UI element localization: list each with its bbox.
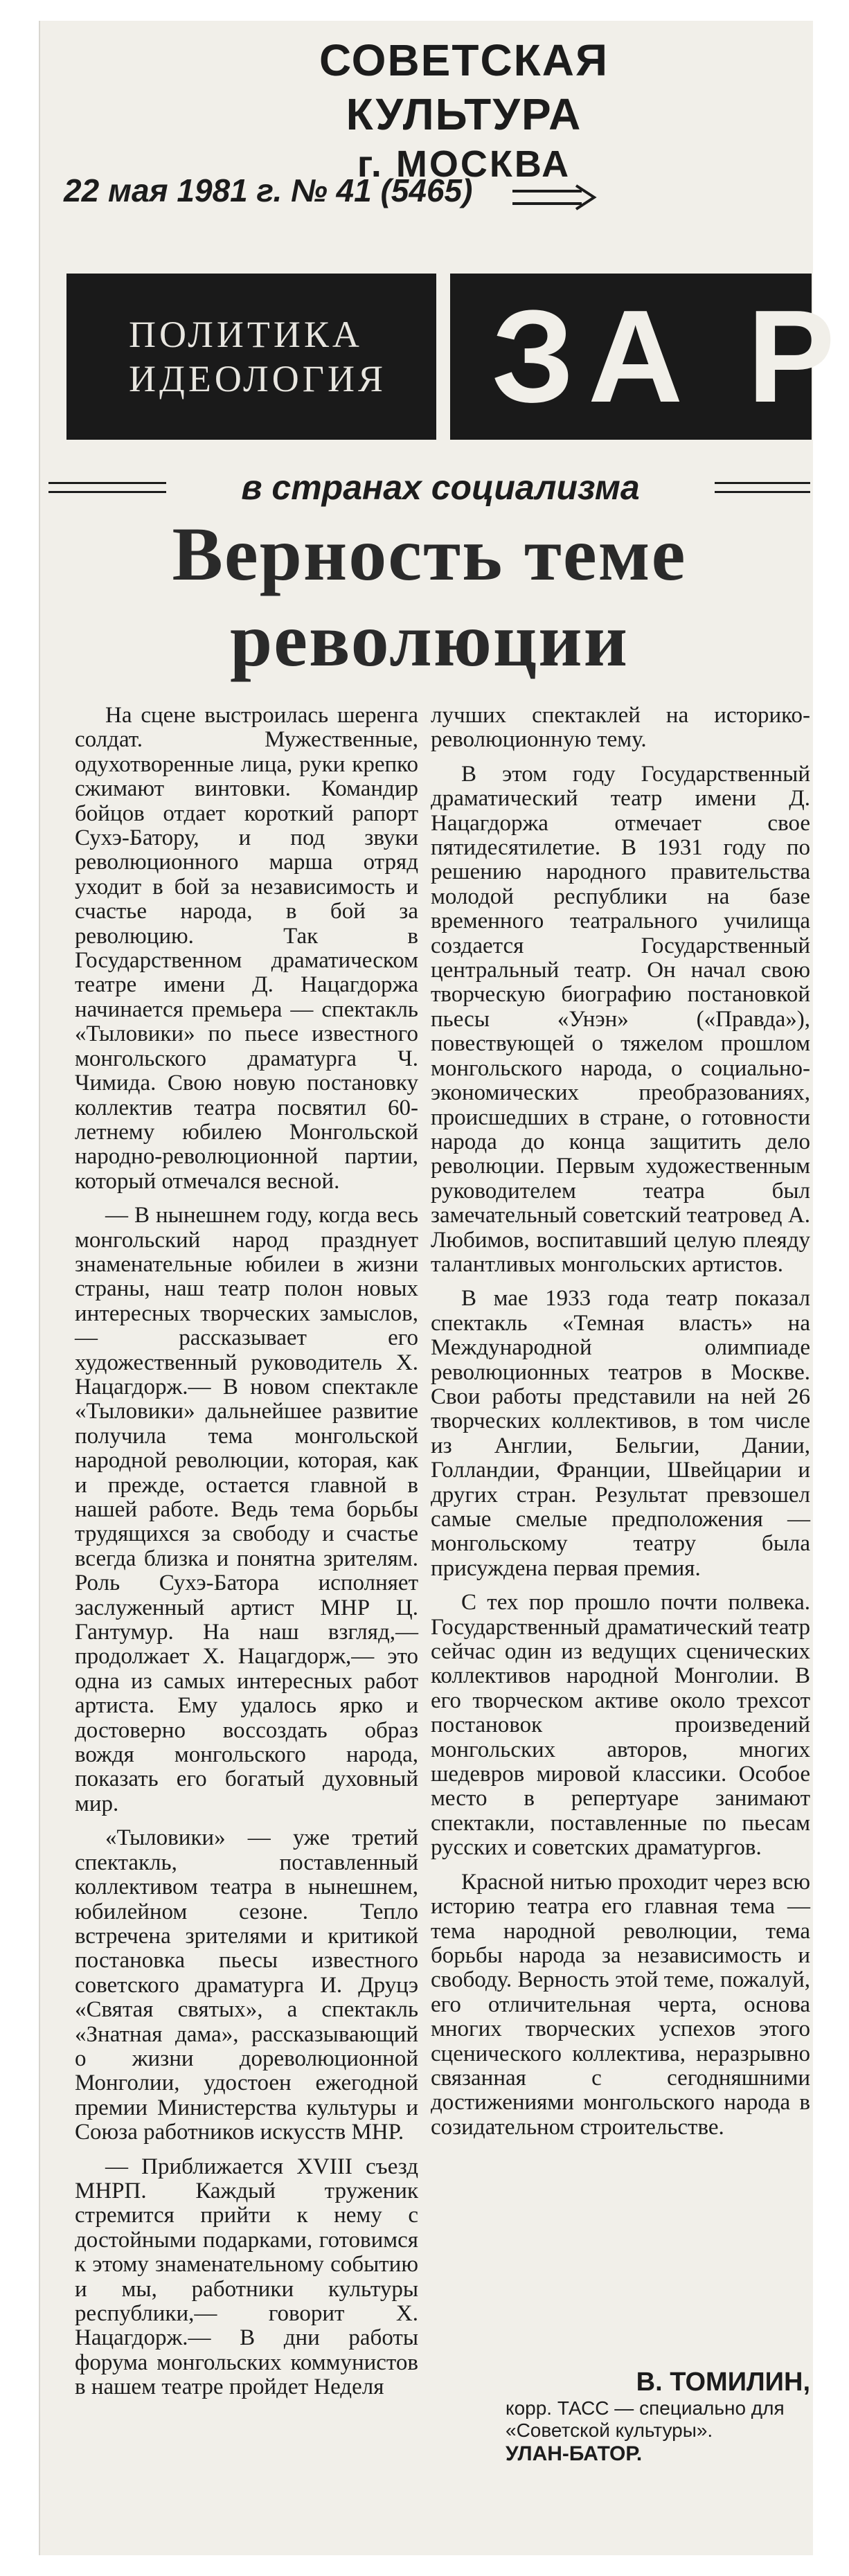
paragraph: С тех пор прошло почти полвека. Государственный драматический театр сейчас один из ведущих сценических коллективов народной Монголии. В его творческом активе около трехсот постановок произведений монгольских авторов, многих шедевров мировой классики. Особое место в репертуаре занимают спектакли, поставленные по пьесам русских и советских драматургов. <box>431 1590 810 1861</box>
section-rule-right <box>715 482 810 493</box>
article-column-right <box>431 704 810 2149</box>
paragraph: Красной нитью проходит через всю историю театра его главная тема — тема народной революции, тема борьбы народа за независимость и свободу. Верность этой теме, пожалуй, его отличительная черта, основа многих творческих успехов этого сценического коллектива, неразрывно связанная с сегодняшними достижениями монгольского народа в созидательном строительстве. <box>431 1869 810 2140</box>
author-role: корр. ТАСС — специально для «Советской культуры». <box>506 2397 785 2441</box>
author-name: В. ТОМИЛИН, <box>636 2368 810 2397</box>
paragraph: — Приближается XVIII съезд МНРП. Каждый труженик стремится прийти к нему с достойными подарками, готовимся к этому знаменательному событию и мы, работники культуры республики,— говорит Х. Нацагдорж.— В дни работы форума монгольских коммунистов в нашем театре пройдет Неделя <box>75 2154 418 2400</box>
paragraph: — В нынешнем году, когда весь монгольский народ празднует знаменательные юбилеи в жизни страны, наш театр полон новых интересных творческих замыслов,— рассказывает его художественный руководитель Х. Нацагдорж.— В новом спектакле «Тыловики» дальнейшее развитие получила тема монгольской народной революции, которая, как и прежде, остается главной в нашей работе. Ведь тема борьбы трудящихся за свободу и счастье всегда близка и понятна зрителям. Роль Сухэ-Батора исполняет заслуженный артист МНР Ц. Гантумур. На наш взгляд,— продолжает Х. Нацагдорж,— это одна из самых интересных работ артиста. Ему удалось ярко и достоверно воссоздать образ вождя монгольского народа, показать его богатый духовный мир. <box>75 1203 418 1816</box>
paragraph: лучших спектаклей на историко-революционную тему. <box>431 703 810 753</box>
header-fragment-box <box>450 274 849 440</box>
section-heading <box>48 465 810 510</box>
article-headline <box>83 511 776 683</box>
headline-line-2: революции <box>229 598 629 682</box>
header-fragment-text: ЗА Р <box>492 283 849 430</box>
article-column-left <box>75 704 418 2410</box>
newspaper-city: г. МОСКВА <box>357 143 571 185</box>
article-signature <box>506 2367 810 2467</box>
paragraph: На сцене выстроилась шеренга солдат. Мужественные, одухотворенные лица, руки крепко сжимают винтовки. Командир бойцов отдает короткий рапорт Сухэ-Батору, и под звуки революционного марша отряд уходит в бой за независимость и счастье народа, в бой за революцию. Так в Государственном драматическом театре имени Д. Нацагдоржа начинается премьера — спектакль «Тыловики» по пьесе известного монгольского драматурга Ч. Чимида. Свою новую постановку коллектив театра посвятил 60-летнему юбилею Монгольской народно-революционной партии, который отмечался весной. <box>75 703 418 1194</box>
dateline-city: УЛАН-БАТОР. <box>506 2442 643 2465</box>
section-title: в странах социализма <box>241 468 640 507</box>
paragraph: В этом году Государственный драматический театр имени Д. Нацагдоржа отмечает свое пятидесятилетие. В 1931 году по решению народного правительства молодой республики на базе временного театрального училища создается Государственный центральный театр. Он начал свою творческую биографию постановкой пьесы «Унэн» («Правда»), повествующей о тяжелом прошлом монгольского народа, о социально-экономических преобразованиях, происшедших в стране, о готовности народа до конца защитить дело революции. Первым художественным руководителем театра был замечательный советский театровед А. Любимов, воспитавший целую плеяду талантливых монгольских артистов. <box>431 761 810 1277</box>
rubric-line-2: ИДЕОЛОГИЯ <box>129 358 386 400</box>
rubric-box <box>66 274 436 440</box>
section-rule-left <box>48 482 166 493</box>
newspaper-name: СОВЕТСКАЯ КУЛЬТУРА <box>319 35 609 139</box>
paragraph: В мае 1933 года театр показал спектакль «Темная власть» на Международной олимпиаде революционных театров в Москве. Свои работы представили на ней 26 творческих коллективов, в том числе из Англии, Бельгии, Дании, Голландии, Франции, Швейцарии и других стран. Результат превзошел самые смелые предположения — монгольскому театру была присуждена первая премия. <box>431 1286 810 1581</box>
issue-date: 22 мая 1981 г. № 41 (5465) <box>64 172 473 208</box>
rubric-line-1: ПОЛИТИКА <box>129 314 363 355</box>
issue-arrow-icon <box>512 186 596 209</box>
paragraph: «Тыловики» — уже третий спектакль, поставленный коллективом театра в нынешнем, юбилейном сезоне. Тепло встречена зрителями и критикой постановка пьесы известного советского драматурга И. Друцэ «Святая святых», а спектакль «Знатная дама», рассказывающий о жизни дореволюционной Монголии, удостоен ежегодной премии Министерства культуры и Союза работников искусств МНР. <box>75 1825 418 2145</box>
headline-line-1: Верность теме <box>172 512 687 596</box>
masthead-stamp <box>249 33 679 187</box>
